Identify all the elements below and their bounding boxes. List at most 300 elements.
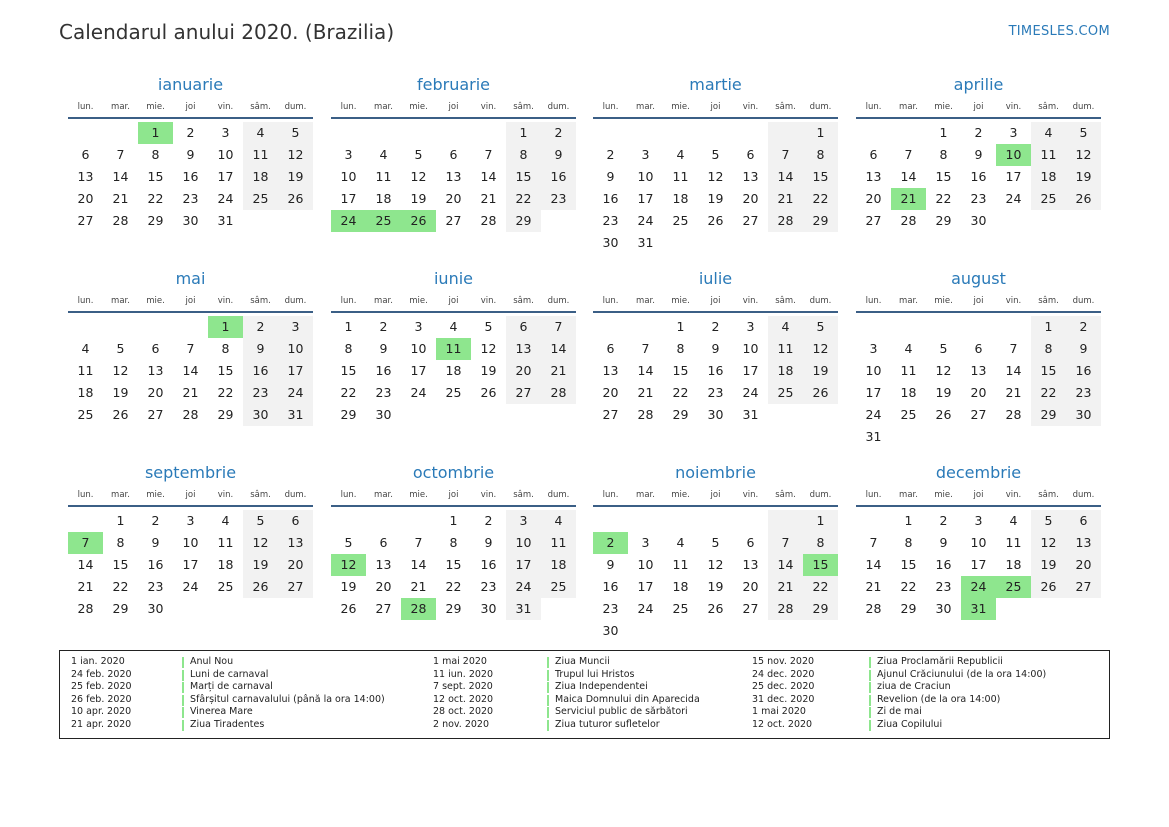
day-cell: 8 bbox=[803, 532, 838, 554]
weekday-label: lun. bbox=[602, 490, 619, 500]
weekday-label: vin. bbox=[480, 296, 497, 306]
week-row bbox=[68, 576, 313, 598]
week-row bbox=[68, 382, 313, 404]
weekday-label: dum. bbox=[547, 102, 570, 112]
day-cell: 4 bbox=[904, 341, 913, 356]
day-cell: 6 bbox=[449, 147, 458, 162]
weekday-header bbox=[593, 294, 838, 311]
week-row bbox=[856, 426, 1101, 448]
day-cell: 26 bbox=[340, 601, 357, 616]
day-cell: 16 bbox=[243, 360, 278, 382]
day-cell: 30 bbox=[602, 235, 619, 250]
day-cell: 25 bbox=[768, 382, 803, 404]
day-cell: 22 bbox=[112, 579, 129, 594]
weekday-label: mar. bbox=[636, 296, 655, 306]
day-cell: 14 bbox=[1005, 363, 1022, 378]
empty-day-cell bbox=[541, 404, 576, 426]
empty-day-cell bbox=[996, 316, 1031, 338]
holiday-date: 31 dec. 2020 bbox=[752, 693, 815, 705]
day-cell: 21 bbox=[480, 191, 497, 206]
empty-day-cell bbox=[401, 404, 436, 426]
day-cell: 29 bbox=[1031, 404, 1066, 426]
holiday-date: 1 mai 2020 bbox=[433, 656, 487, 667]
day-cell: 26 bbox=[1031, 576, 1066, 598]
weekday-header bbox=[68, 294, 313, 311]
weekday-label: sâm. bbox=[513, 490, 534, 500]
day-cell: 22 bbox=[900, 579, 917, 594]
week-row bbox=[593, 598, 838, 620]
month-divider bbox=[68, 117, 313, 119]
day-cell: 24 bbox=[865, 407, 882, 422]
day-cell: 12 bbox=[278, 144, 313, 166]
day-cell: 25 bbox=[77, 407, 94, 422]
month-iulie bbox=[593, 264, 838, 426]
day-cell: 20 bbox=[77, 191, 94, 206]
empty-day-cell bbox=[628, 316, 663, 338]
legend-row bbox=[433, 694, 700, 707]
weekday-label: lun. bbox=[340, 296, 357, 306]
day-cell: 2 bbox=[541, 122, 576, 144]
weekday-label: dum. bbox=[547, 296, 570, 306]
day-cell: 10 bbox=[278, 338, 313, 360]
day-cell: 1 bbox=[116, 513, 125, 528]
holiday-date: 7 sept. 2020 bbox=[433, 681, 493, 693]
day-cell: 4 bbox=[243, 122, 278, 144]
legend-row bbox=[433, 669, 700, 682]
month-name: decembrie bbox=[935, 463, 1022, 482]
holiday-name: Luni de carnaval bbox=[190, 668, 269, 680]
legend-row bbox=[433, 719, 700, 732]
day-cell: 6 bbox=[506, 316, 541, 338]
day-cell: 1 bbox=[344, 319, 353, 334]
empty-day-cell bbox=[803, 232, 838, 254]
holiday-day-cell: 1 bbox=[208, 316, 243, 338]
day-cell: 3 bbox=[186, 513, 195, 528]
week-row bbox=[593, 620, 838, 642]
day-cell: 13 bbox=[1066, 532, 1101, 554]
day-cell: 17 bbox=[865, 385, 882, 400]
empty-day-cell bbox=[856, 122, 891, 144]
day-cell: 12 bbox=[803, 338, 838, 360]
day-cell: 13 bbox=[278, 532, 313, 554]
day-cell: 16 bbox=[541, 166, 576, 188]
weekday-label: mar. bbox=[111, 102, 130, 112]
weekday-label: lun. bbox=[602, 102, 619, 112]
month-name: martie bbox=[689, 75, 742, 94]
holiday-name: Ajunul Crăciunului (de la ora 14:00) bbox=[877, 668, 1047, 680]
day-cell: 22 bbox=[803, 188, 838, 210]
day-cell: 3 bbox=[641, 535, 650, 550]
day-cell: 4 bbox=[676, 535, 685, 550]
day-cell: 18 bbox=[77, 385, 94, 400]
day-cell: 3 bbox=[746, 319, 755, 334]
week-row bbox=[593, 122, 838, 144]
empty-day-cell bbox=[366, 122, 401, 144]
empty-day-cell bbox=[961, 316, 996, 338]
day-cell: 18 bbox=[541, 554, 576, 576]
day-cell: 20 bbox=[375, 579, 392, 594]
empty-day-cell bbox=[103, 122, 138, 144]
day-cell: 4 bbox=[676, 147, 685, 162]
empty-day-cell bbox=[733, 620, 768, 642]
holiday-day-cell: 11 bbox=[436, 338, 471, 360]
weekday-label: vin. bbox=[1005, 490, 1022, 500]
day-cell: 5 bbox=[1031, 510, 1066, 532]
day-cell: 16 bbox=[970, 169, 987, 184]
holiday-name: Revelion (de la ora 14:00) bbox=[877, 693, 1001, 705]
holiday-date: 2 nov. 2020 bbox=[433, 718, 489, 730]
day-cell: 2 bbox=[151, 513, 160, 528]
day-cell: 9 bbox=[1066, 338, 1101, 360]
day-cell: 23 bbox=[707, 385, 724, 400]
week-row bbox=[593, 210, 838, 232]
day-cell: 19 bbox=[340, 579, 357, 594]
day-cell: 27 bbox=[970, 407, 987, 422]
week-row bbox=[593, 510, 838, 532]
day-cell: 21 bbox=[768, 188, 803, 210]
day-cell: 2 bbox=[939, 513, 948, 528]
week-row bbox=[856, 122, 1101, 144]
weekday-label: sâm. bbox=[1038, 102, 1059, 112]
weekday-label: dum. bbox=[284, 296, 307, 306]
day-cell: 24 bbox=[1005, 191, 1022, 206]
day-cell: 20 bbox=[1066, 554, 1101, 576]
day-cell: 8 bbox=[221, 341, 230, 356]
month-divider bbox=[593, 311, 838, 313]
weekday-label: joi bbox=[448, 102, 459, 112]
day-cell: 29 bbox=[112, 601, 129, 616]
day-cell: 20 bbox=[742, 191, 759, 206]
day-cell: 10 bbox=[637, 169, 654, 184]
day-cell: 9 bbox=[186, 147, 195, 162]
day-cell: 23 bbox=[1066, 382, 1101, 404]
weekday-label: mar. bbox=[899, 296, 918, 306]
day-cell: 15 bbox=[803, 166, 838, 188]
month-decembrie bbox=[856, 458, 1101, 620]
day-cell: 16 bbox=[375, 363, 392, 378]
day-cell: 1 bbox=[803, 122, 838, 144]
day-cell: 30 bbox=[935, 601, 952, 616]
holiday-date: 25 dec. 2020 bbox=[752, 681, 815, 693]
day-cell: 8 bbox=[803, 144, 838, 166]
day-cell: 16 bbox=[935, 557, 952, 572]
empty-day-cell bbox=[996, 210, 1031, 232]
weekday-label: sâm. bbox=[1038, 490, 1059, 500]
day-cell: 4 bbox=[221, 513, 230, 528]
day-cell: 7 bbox=[186, 341, 195, 356]
day-cell: 17 bbox=[506, 554, 541, 576]
day-cell: 15 bbox=[506, 166, 541, 188]
day-cell: 14 bbox=[182, 363, 199, 378]
day-cell: 2 bbox=[606, 147, 615, 162]
weekday-header bbox=[68, 100, 313, 117]
day-cell: 10 bbox=[410, 341, 427, 356]
empty-day-cell bbox=[768, 620, 803, 642]
month-divider bbox=[331, 311, 576, 313]
day-cell: 3 bbox=[869, 341, 878, 356]
month-divider bbox=[593, 117, 838, 119]
day-cell: 31 bbox=[217, 213, 234, 228]
week-row bbox=[593, 532, 838, 554]
day-cell: 25 bbox=[541, 576, 576, 598]
empty-day-cell bbox=[1031, 598, 1066, 620]
weekday-label: mar. bbox=[899, 102, 918, 112]
month-februarie bbox=[331, 70, 576, 232]
weekday-label: joi bbox=[973, 102, 984, 112]
day-cell: 11 bbox=[217, 535, 234, 550]
day-cell: 13 bbox=[77, 169, 94, 184]
day-cell: 14 bbox=[637, 363, 654, 378]
legend-row bbox=[433, 681, 700, 694]
legend-row bbox=[752, 694, 1046, 707]
empty-day-cell bbox=[926, 316, 961, 338]
empty-day-cell bbox=[103, 316, 138, 338]
brand-link[interactable]: TIMESLES.COM bbox=[1008, 24, 1110, 39]
holiday-date: 15 nov. 2020 bbox=[752, 656, 815, 667]
empty-day-cell bbox=[1066, 598, 1101, 620]
week-row bbox=[68, 122, 313, 144]
empty-day-cell bbox=[768, 510, 803, 532]
day-cell: 24 bbox=[182, 579, 199, 594]
empty-day-cell bbox=[996, 598, 1031, 620]
month-iunie bbox=[331, 264, 576, 426]
holiday-day-cell: 25 bbox=[366, 210, 401, 232]
day-cell: 16 bbox=[480, 557, 497, 572]
day-cell: 1 bbox=[803, 510, 838, 532]
holiday-date: 26 feb. 2020 bbox=[71, 693, 132, 705]
week-row bbox=[68, 404, 313, 426]
day-cell: 17 bbox=[410, 363, 427, 378]
day-cell: 19 bbox=[707, 579, 724, 594]
day-cell: 15 bbox=[900, 557, 917, 572]
empty-day-cell bbox=[278, 598, 313, 620]
day-cell: 27 bbox=[375, 601, 392, 616]
holiday-date: 25 feb. 2020 bbox=[71, 681, 132, 693]
weekday-label: mie. bbox=[934, 490, 953, 500]
day-cell: 21 bbox=[541, 360, 576, 382]
empty-day-cell bbox=[663, 232, 698, 254]
holiday-name: Maica Domnului din Aparecida bbox=[555, 693, 700, 705]
legend-row bbox=[71, 669, 385, 682]
day-cell: 28 bbox=[1005, 407, 1022, 422]
day-cell: 30 bbox=[480, 601, 497, 616]
empty-day-cell bbox=[733, 122, 768, 144]
holiday-name: Trupul lui Hristos bbox=[555, 668, 635, 680]
day-cell: 7 bbox=[484, 147, 493, 162]
day-cell: 30 bbox=[243, 404, 278, 426]
week-row bbox=[593, 576, 838, 598]
day-cell: 5 bbox=[803, 316, 838, 338]
holiday-date: 24 feb. 2020 bbox=[71, 668, 132, 680]
empty-day-cell bbox=[996, 426, 1031, 448]
weekday-label: mie. bbox=[146, 102, 165, 112]
day-cell: 13 bbox=[147, 363, 164, 378]
week-row bbox=[593, 554, 838, 576]
day-cell: 31 bbox=[278, 404, 313, 426]
day-cell: 16 bbox=[182, 169, 199, 184]
day-cell: 26 bbox=[278, 188, 313, 210]
legend-row bbox=[71, 719, 385, 732]
day-cell: 1 bbox=[676, 319, 685, 334]
legend-row bbox=[752, 669, 1046, 682]
weekday-label: lun. bbox=[340, 102, 357, 112]
day-cell: 4 bbox=[768, 316, 803, 338]
day-cell: 2 bbox=[379, 319, 388, 334]
weekday-label: lun. bbox=[865, 102, 882, 112]
holiday-name: Zi de mai bbox=[877, 706, 922, 718]
empty-day-cell bbox=[733, 510, 768, 532]
weekday-header bbox=[331, 488, 576, 505]
day-cell: 21 bbox=[112, 191, 129, 206]
day-cell: 11 bbox=[541, 532, 576, 554]
day-cell: 19 bbox=[243, 554, 278, 576]
legend-row bbox=[752, 719, 1046, 732]
day-cell: 15 bbox=[112, 557, 129, 572]
weekday-label: vin. bbox=[217, 490, 234, 500]
day-cell: 23 bbox=[182, 191, 199, 206]
week-row bbox=[856, 404, 1101, 426]
holiday-name: Anul Nou bbox=[190, 656, 234, 667]
day-cell: 27 bbox=[742, 601, 759, 616]
day-cell: 19 bbox=[410, 191, 427, 206]
holiday-name: Ziua Tiradentes bbox=[190, 718, 265, 730]
day-cell: 13 bbox=[742, 557, 759, 572]
weekday-label: dum. bbox=[284, 490, 307, 500]
day-cell: 2 bbox=[484, 513, 493, 528]
day-cell: 27 bbox=[742, 213, 759, 228]
month-august bbox=[856, 264, 1101, 448]
day-cell: 7 bbox=[641, 341, 650, 356]
weekday-label: joi bbox=[710, 102, 721, 112]
holiday-name: Ziua Copilului bbox=[877, 718, 943, 730]
weekday-label: sâm. bbox=[513, 296, 534, 306]
empty-day-cell bbox=[1066, 426, 1101, 448]
day-cell: 27 bbox=[865, 213, 882, 228]
day-cell: 26 bbox=[243, 576, 278, 598]
day-cell: 12 bbox=[1031, 532, 1066, 554]
day-cell: 9 bbox=[606, 169, 615, 184]
weekday-label: dum. bbox=[1072, 296, 1095, 306]
weekday-label: sâm. bbox=[250, 296, 271, 306]
empty-day-cell bbox=[331, 510, 366, 532]
day-cell: 15 bbox=[147, 169, 164, 184]
weekday-label: dum. bbox=[284, 102, 307, 112]
day-cell: 14 bbox=[410, 557, 427, 572]
day-cell: 12 bbox=[480, 341, 497, 356]
week-row bbox=[593, 166, 838, 188]
weekday-header bbox=[856, 488, 1101, 505]
day-cell: 28 bbox=[480, 213, 497, 228]
day-cell: 26 bbox=[803, 382, 838, 404]
weekday-header bbox=[856, 294, 1101, 311]
legend-row bbox=[71, 694, 385, 707]
legend-row bbox=[752, 681, 1046, 694]
day-cell: 4 bbox=[379, 147, 388, 162]
day-cell: 10 bbox=[340, 169, 357, 184]
empty-day-cell bbox=[733, 232, 768, 254]
day-cell: 30 bbox=[182, 213, 199, 228]
day-cell: 29 bbox=[803, 598, 838, 620]
day-cell: 15 bbox=[672, 363, 689, 378]
day-cell: 31 bbox=[637, 235, 654, 250]
empty-day-cell bbox=[68, 316, 103, 338]
day-cell: 27 bbox=[1066, 576, 1101, 598]
day-cell: 20 bbox=[865, 191, 882, 206]
week-row bbox=[331, 166, 576, 188]
week-row bbox=[68, 210, 313, 232]
day-cell: 14 bbox=[480, 169, 497, 184]
day-cell: 31 bbox=[506, 598, 541, 620]
empty-day-cell bbox=[856, 510, 891, 532]
empty-day-cell bbox=[541, 598, 576, 620]
day-cell: 18 bbox=[243, 166, 278, 188]
day-cell: 18 bbox=[1005, 557, 1022, 572]
day-cell: 10 bbox=[182, 535, 199, 550]
day-cell: 13 bbox=[602, 363, 619, 378]
month-mai bbox=[68, 264, 313, 426]
day-cell: 4 bbox=[1009, 513, 1018, 528]
holiday-date: 1 ian. 2020 bbox=[71, 656, 125, 667]
weekday-label: vin. bbox=[217, 102, 234, 112]
empty-day-cell bbox=[856, 316, 891, 338]
month-divider bbox=[68, 505, 313, 507]
day-cell: 14 bbox=[900, 169, 917, 184]
day-cell: 21 bbox=[1005, 385, 1022, 400]
weekday-label: mie. bbox=[409, 296, 428, 306]
day-cell: 23 bbox=[541, 188, 576, 210]
day-cell: 3 bbox=[974, 513, 983, 528]
day-cell: 3 bbox=[414, 319, 423, 334]
day-cell: 29 bbox=[506, 210, 541, 232]
day-cell: 29 bbox=[672, 407, 689, 422]
day-cell: 15 bbox=[445, 557, 462, 572]
empty-day-cell bbox=[1031, 210, 1066, 232]
day-cell: 4 bbox=[541, 510, 576, 532]
weekday-label: mie. bbox=[671, 102, 690, 112]
day-cell: 26 bbox=[707, 213, 724, 228]
day-cell: 2 bbox=[186, 125, 195, 140]
holiday-date: 24 dec. 2020 bbox=[752, 668, 815, 680]
day-cell: 13 bbox=[506, 338, 541, 360]
week-row bbox=[593, 360, 838, 382]
day-cell: 26 bbox=[935, 407, 952, 422]
day-cell: 1 bbox=[939, 125, 948, 140]
week-row bbox=[68, 554, 313, 576]
weekday-header bbox=[331, 294, 576, 311]
day-cell: 11 bbox=[672, 557, 689, 572]
day-cell: 6 bbox=[746, 147, 755, 162]
day-cell: 11 bbox=[768, 338, 803, 360]
day-cell: 22 bbox=[803, 576, 838, 598]
day-cell: 20 bbox=[742, 579, 759, 594]
month-name: august bbox=[951, 269, 1006, 288]
empty-day-cell bbox=[1031, 426, 1066, 448]
holiday-name: Sfârșitul carnavalului (până la ora 14:00) bbox=[190, 693, 385, 705]
day-cell: 17 bbox=[742, 363, 759, 378]
month-noiembrie bbox=[593, 458, 838, 642]
weekday-label: sâm. bbox=[250, 490, 271, 500]
empty-day-cell bbox=[628, 510, 663, 532]
day-cell: 27 bbox=[278, 576, 313, 598]
day-cell: 10 bbox=[970, 535, 987, 550]
week-row bbox=[331, 382, 576, 404]
day-cell: 26 bbox=[1066, 188, 1101, 210]
day-cell: 25 bbox=[672, 213, 689, 228]
holiday-day-cell: 15 bbox=[803, 554, 838, 576]
day-cell: 5 bbox=[711, 535, 720, 550]
holiday-name: Marți de carnaval bbox=[190, 681, 273, 693]
holiday-name: Serviciul public de sărbători bbox=[555, 706, 688, 718]
